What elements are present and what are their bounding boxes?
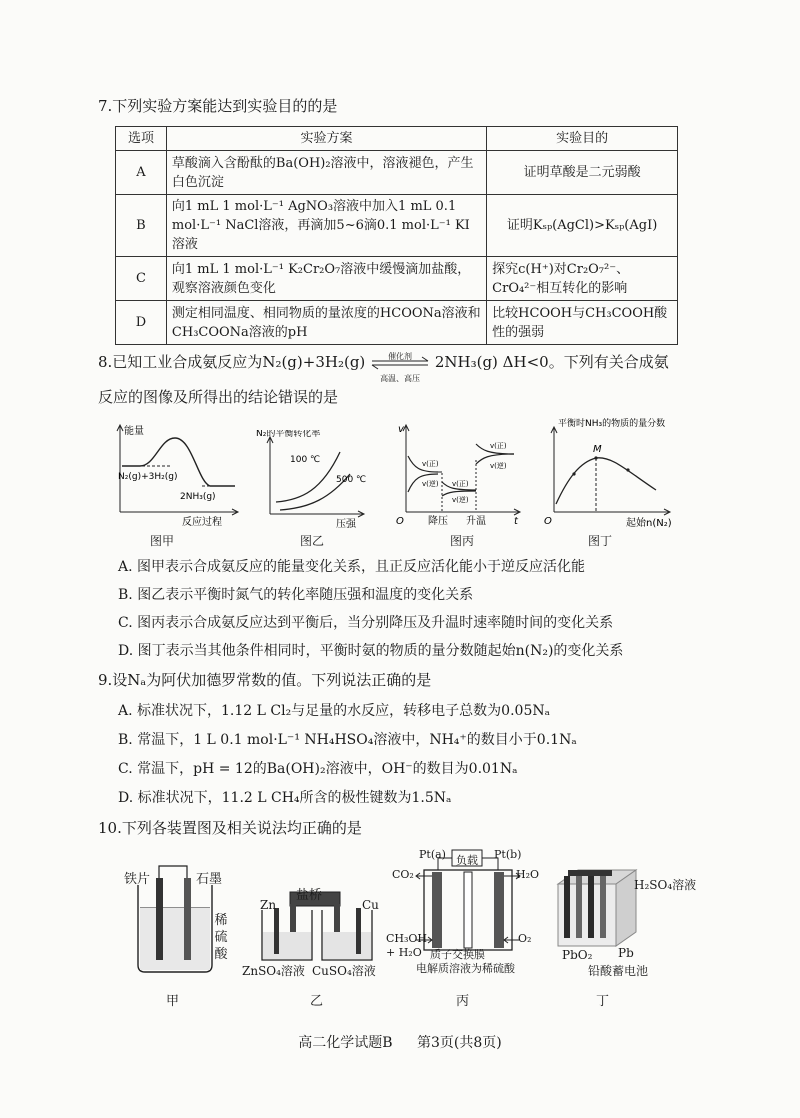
- table-header-row: [116, 127, 678, 151]
- q7-table: [115, 126, 678, 345]
- catalyst-label: 催化剂: [388, 352, 413, 361]
- table-row: [116, 151, 678, 195]
- q7-stem: 7.下列实验方案能达到实验目的的是: [98, 97, 338, 115]
- q9-stem: 9.设Nₐ为阿伏加德罗常数的值。下列说法正确的是: [98, 671, 432, 689]
- fig3-origin: O: [396, 516, 404, 527]
- yi-cu: Cu: [362, 898, 379, 912]
- q8-option-d: D. 图丁表示当其他条件相同时，平衡时氨的物质的量分数随起始n(N₂)的变化关系: [118, 643, 624, 659]
- bing-caption: 丙: [456, 994, 470, 1009]
- q8-stem-line2: 反应的图像及所得出的结论错误的是: [98, 388, 339, 406]
- fig3-v-fwd-2: v(正): [452, 480, 469, 488]
- yi-sol1: ZnSO₄溶液: [242, 964, 305, 978]
- bing-co2: CO₂: [392, 868, 414, 881]
- bing-pta: Pt(a): [419, 848, 446, 861]
- table-row: [116, 257, 678, 301]
- q8-stem: [98, 352, 669, 383]
- header-aim: 实验目的: [487, 127, 678, 151]
- jia-iron: 铁片: [124, 872, 151, 887]
- ding-pbo2: PbO₂: [562, 948, 593, 962]
- reaction-arrow: [370, 352, 430, 383]
- footer-page: 第3页(共8页): [417, 1035, 502, 1051]
- proton-membrane: [464, 872, 472, 948]
- row-plan: 向1 mL 1 mol·L⁻¹ K₂Cr₂O₇溶液中缓慢滴加盐酸，观察溶液颜色变化: [166, 257, 486, 301]
- apparatus-ding: [548, 864, 638, 954]
- bing-h2o: H₂O: [516, 868, 540, 881]
- fig1-xlabel: 反应过程: [182, 517, 222, 528]
- pb-plate: [600, 876, 606, 938]
- pt-b-electrode: [494, 872, 504, 948]
- figure-yi: [252, 430, 377, 530]
- yi-zn: Zn: [260, 898, 277, 912]
- fig1-products: 2NH₃(g): [180, 492, 216, 502]
- ding-caption: 丁: [596, 994, 610, 1009]
- fig4-point: M: [593, 444, 602, 455]
- fig2-xlabel: 压强: [336, 519, 356, 530]
- row-plan: 测定相同温度、相同物质的量浓度的HCOONa溶液和CH₃COONa溶液的pH: [166, 301, 486, 345]
- bing-o2: O₂: [518, 932, 532, 945]
- q8-option-a: A. 图甲表示合成氨反应的能量变化关系，且正反应活化能小于逆反应活化能: [118, 559, 586, 575]
- bing-ptb: Pt(b): [494, 848, 522, 861]
- ding-h2so4: H₂SO₄溶液: [634, 878, 697, 892]
- ding-pb: Pb: [618, 946, 634, 960]
- yi-caption: 乙: [310, 994, 324, 1009]
- q9-option-a: A. 标准状况下，1.12 L Cl₂与足量的水反应，转移电子总数为0.05Nₐ: [118, 703, 551, 719]
- fig4-origin: O: [544, 516, 552, 527]
- bing-h2o-in: + H₂O: [386, 946, 422, 959]
- q9-option-c: C. 常温下，pH = 12的Ba(OH)₂溶液中，OH⁻的数目为0.01Nₐ: [118, 761, 518, 777]
- fig2-ylabel: N₂的平衡转化率: [256, 430, 321, 439]
- fig1-caption: 图甲: [150, 534, 175, 548]
- fig4-xlabel: 起始n(N₂): [626, 518, 672, 529]
- q9-option-b: B. 常温下，1 L 0.1 mol·L⁻¹ NH₄HSO₄溶液中，NH₄⁺的数目小于0.1Nₐ: [118, 732, 577, 748]
- yi-bridge: 盐桥: [296, 888, 323, 903]
- page-footer: [0, 1032, 800, 1052]
- fig3-v-fwd-3: v(正): [490, 442, 507, 450]
- row-option: A: [116, 151, 167, 195]
- fig1-reactants: N₂(g)+3H₂(g): [118, 472, 178, 482]
- row-option: C: [116, 257, 167, 301]
- q8-option-b: B. 图乙表示平衡时氮气的转化率随压强和温度的变化关系: [118, 587, 474, 603]
- jia-acid: 稀硫酸: [214, 913, 228, 962]
- pt-a-electrode: [432, 872, 442, 948]
- jia-graphite: 石墨: [196, 872, 223, 887]
- fig3-event2: 升温: [466, 516, 486, 527]
- ding-battery: 铅酸蓄电池: [588, 964, 649, 978]
- figure-ding: [540, 418, 690, 530]
- footer-title: 高二化学试题B: [298, 1035, 393, 1051]
- bing-electrolyte: 电解质溶液为稀硫酸: [416, 962, 515, 975]
- row-plan: 草酸滴入含酚酞的Ba(OH)₂溶液中，溶液褪色，产生白色沉淀: [166, 151, 486, 195]
- fig2-curve2: 500 ℃: [336, 475, 367, 485]
- fig3-ylabel: v: [398, 424, 404, 435]
- table-row: [116, 301, 678, 345]
- q8-stem-part2: 2NH₃(g) ΔH<0。下列有关合成氨: [434, 353, 669, 371]
- row-option: B: [116, 195, 167, 257]
- cu-electrode: [356, 908, 361, 954]
- row-aim: 探究c(H⁺)对Cr₂O₇²⁻、CrO₄²⁻相互转化的影响: [487, 257, 678, 301]
- fig3-v-rev-2: v(逆): [452, 496, 469, 504]
- fig3-event1: 降压: [428, 516, 448, 527]
- figure-bing: [392, 420, 527, 530]
- fig2-curve1: 100 ℃: [290, 455, 321, 465]
- row-aim: 比较HCOOH与CH₃COOH酸性的强弱: [487, 301, 678, 345]
- fig2-caption: 图乙: [300, 534, 325, 548]
- q8-option-c: C. 图丙表示合成氨反应达到平衡后，当分别降压及升温时速率随时间的变化关系: [118, 615, 614, 631]
- pbo2-plate: [564, 876, 570, 938]
- header-option: 选项: [116, 127, 167, 151]
- jia-caption: 甲: [166, 994, 180, 1009]
- row-option: D: [116, 301, 167, 345]
- fig3-xlabel: t: [514, 516, 518, 527]
- row-aim: 证明Kₛₚ(AgCl)>Kₛₚ(AgI): [487, 195, 678, 257]
- row-plan: 向1 mL 1 mol·L⁻¹ AgNO₃溶液中加入1 mL 0.1 mol·L⁻¹ NaCl溶液，再滴加5~6滴0.1 mol·L⁻¹ KI溶液: [166, 195, 486, 257]
- row-aim: 证明草酸是二元弱酸: [487, 151, 678, 195]
- q9-option-d: D. 标准状况下，11.2 L CH₄所含的极性键数为1.5Nₐ: [118, 790, 452, 806]
- q8-stem-part1: 8.已知工业合成氨反应为N₂(g)+3H₂(g): [98, 353, 366, 371]
- table-row: [116, 195, 678, 257]
- ammonia-curve: [556, 458, 656, 504]
- fig3-v-rev-1: v(逆): [422, 480, 439, 488]
- conditions-label: 高温、高压: [380, 374, 421, 383]
- fig4-ylabel: 平衡时NH₃的物质的量分数: [558, 419, 666, 429]
- figure-jia: [110, 420, 245, 530]
- fig3-v-fwd-1: v(正): [422, 460, 439, 468]
- fig3-caption: 图丙: [450, 534, 475, 548]
- fig4-caption: 图丁: [588, 534, 613, 548]
- header-plan: 实验方案: [166, 127, 486, 151]
- yi-sol2: CuSO₄溶液: [312, 964, 376, 978]
- q10-stem: 10.下列各装置图及相关说法均正确的是: [98, 819, 362, 837]
- zn-electrode: [274, 908, 279, 954]
- bing-membrane: 质子交换膜: [430, 948, 485, 961]
- bing-ch3oh: CH₃OH: [386, 932, 428, 945]
- graphite-electrode: [184, 878, 191, 960]
- fig1-ylabel: 能量: [124, 426, 144, 437]
- iron-electrode: [156, 878, 163, 960]
- bing-load: 负载: [456, 854, 478, 867]
- fig3-v-rev-3: v(逆): [490, 462, 507, 470]
